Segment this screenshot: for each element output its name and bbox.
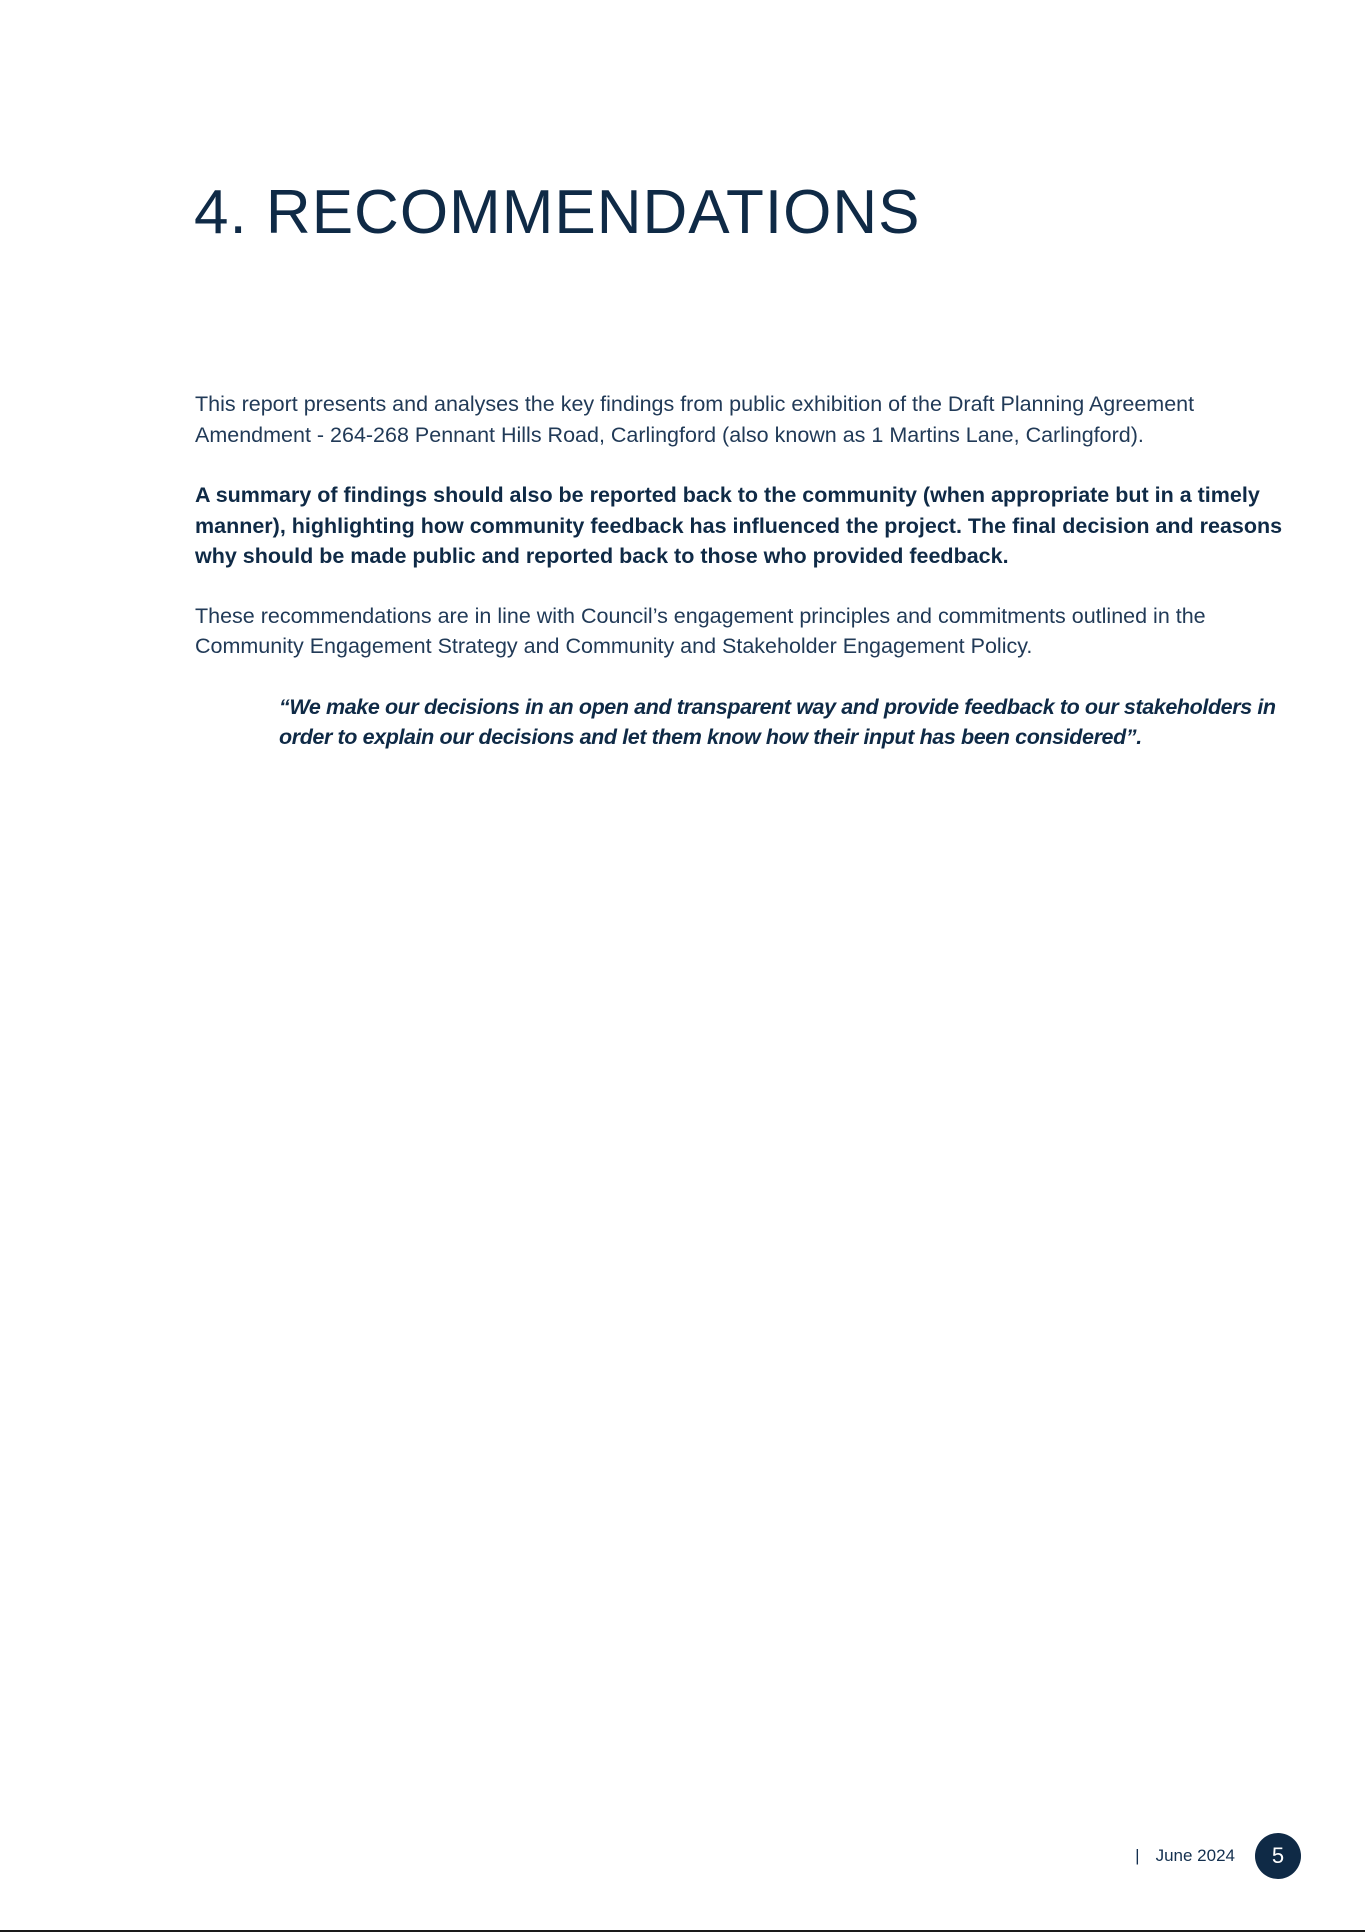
- policy-quote: “We make our decisions in an open and transparent way and provide feedback to our stakeholders in order to explain our decisions and let them know how their input has been considered”.: [279, 694, 1276, 749]
- page-title: 4. RECOMMENDATIONS: [194, 178, 921, 247]
- page-footer: [1135, 1833, 1301, 1879]
- body-content: [195, 389, 1290, 753]
- footer-separator: |: [1135, 1846, 1140, 1865]
- footer-date: June 2024: [1155, 1846, 1235, 1865]
- intro-paragraph: This report presents and analyses the key findings from public exhibition of the Draft Planning Agreement Amendment - 264-268 Pennant Hills Road, Carlingford (also known as 1 Martins Lane, Carlingford).: [195, 392, 1195, 447]
- recommendations-paragraph: These recommendations are in line with Council’s engagement principles and commitments outlined in the Community Engagement Strategy and Community and Stakeholder Engagement Policy.: [195, 603, 1206, 658]
- summary-paragraph: A summary of findings should also be reported back to the community (when appropriate but in a timely manner), highlighting how community feedback has influenced the project. The final decision and reasons why should be made public and reported back to those who provided feedback.: [195, 483, 1283, 568]
- page-number-badge: 5: [1255, 1833, 1301, 1879]
